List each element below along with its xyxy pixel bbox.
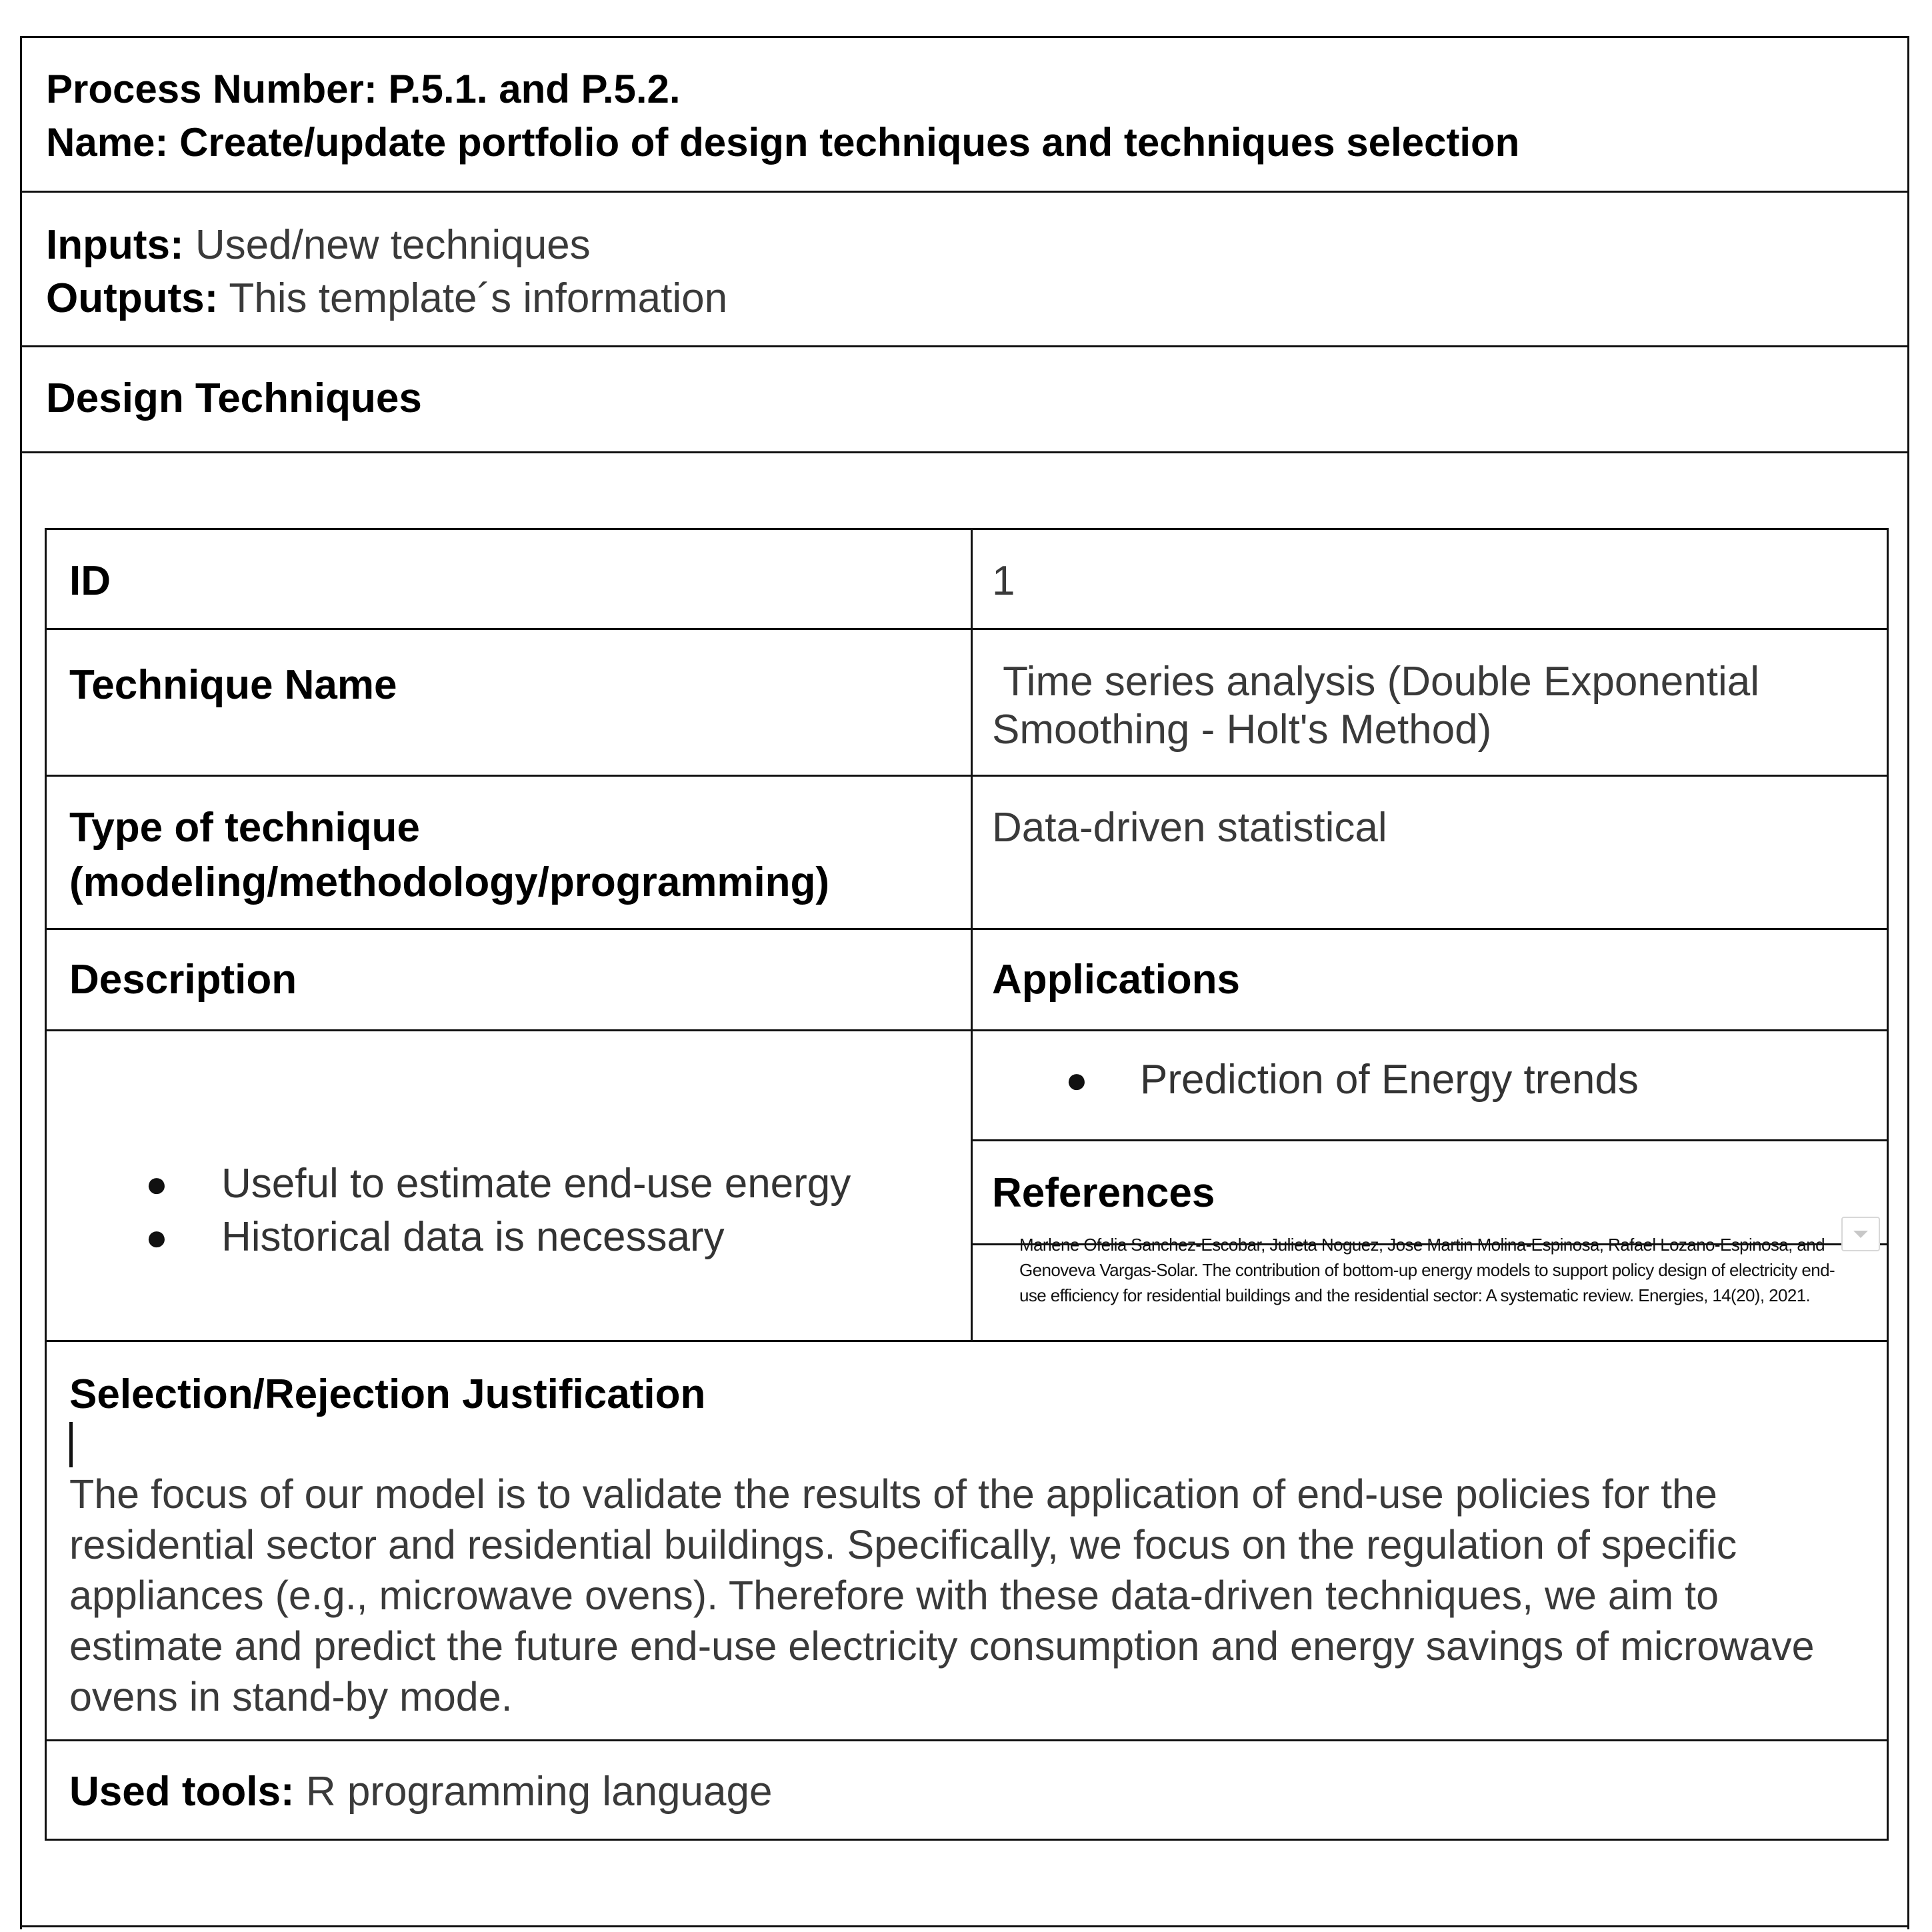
references-text-wrap	[973, 530, 1886, 1340]
technique-name-line-1: Time series analysis (Double Exponential	[992, 659, 1759, 705]
outputs-value: This template´s information	[218, 275, 728, 321]
used-tools-value: R programming language	[294, 1769, 773, 1815]
reference-text: Marlene Ofelia Sanchez-Escobar, Julieta Noguez, Jose Martin Molina-Espinosa, Rafael Lozano-Espinosa, and Genoveva Vargas-Solar. The contribution of bottom-up energy models to support policy design of electricity end-use efficiency for residential buildings and the residential sector: A systematic review. Energies, 14(20), 2021.	[1019, 1235, 1835, 1305]
outputs-line	[46, 271, 727, 326]
technique-name-label: Technique Name	[69, 662, 397, 708]
text-cursor	[69, 1422, 73, 1467]
type-label-line-1: Type of technique	[69, 805, 420, 851]
justification-label: Selection/Rejection Justification	[69, 1371, 706, 1417]
section-title: Design Techniques	[46, 375, 422, 421]
inputs-value: Used/new techniques	[183, 222, 591, 268]
comment-dropdown-button[interactable]	[1841, 1217, 1880, 1251]
used-tools-line	[69, 1765, 772, 1819]
process-number: Process Number: P.5.1. and P.5.2.	[46, 67, 681, 111]
bullet-icon: ●	[145, 1163, 168, 1205]
id-value: 1	[992, 558, 1015, 604]
description-item: Useful to estimate end-use energy	[221, 1161, 851, 1207]
description-label: Description	[69, 957, 297, 1003]
bullet-icon: ●	[145, 1216, 168, 1258]
process-header	[22, 38, 1907, 193]
type-value: Data-driven statistical	[992, 805, 1387, 851]
outer-bottom-border	[22, 1925, 1907, 1927]
inputs-line	[46, 218, 591, 273]
template-document	[20, 36, 1909, 1929]
section-title-row	[22, 347, 1907, 453]
applications-label: Applications	[992, 957, 1241, 1003]
used-tools-label: Used tools:	[69, 1769, 295, 1815]
technique-table	[45, 528, 1889, 1841]
type-label	[69, 801, 829, 910]
description-item: Historical data is necessary	[221, 1214, 725, 1260]
bullet-icon: ●	[1065, 1059, 1088, 1101]
justification-text[interactable]: The focus of our model is to validate the results of the application of end-use policies for the residential sector and residential buildings. Specifically, we focus on the regulation of specific appliances (e.g., microwave ovens). Therefore with these data-driven techniques, we aim to estimate and predict the future end-use electricity consumption and energy savings of microwave ovens in stand-by mode.	[69, 1471, 1815, 1719]
io-section	[22, 193, 1907, 347]
technique-name-line-2: Smoothing - Holt's Method)	[992, 707, 1492, 753]
process-name: Name: Create/update portfolio of design techniques and techniques selection	[46, 120, 1520, 165]
inputs-label: Inputs:	[46, 222, 184, 268]
outputs-label: Outputs:	[46, 275, 219, 321]
id-label: ID	[69, 558, 111, 604]
chevron-down-icon	[1852, 1229, 1869, 1240]
type-label-line-2: (modeling/methodology/programming)	[69, 859, 830, 905]
application-item: Prediction of Energy trends	[1140, 1057, 1639, 1103]
references-label: References	[992, 1170, 1215, 1216]
